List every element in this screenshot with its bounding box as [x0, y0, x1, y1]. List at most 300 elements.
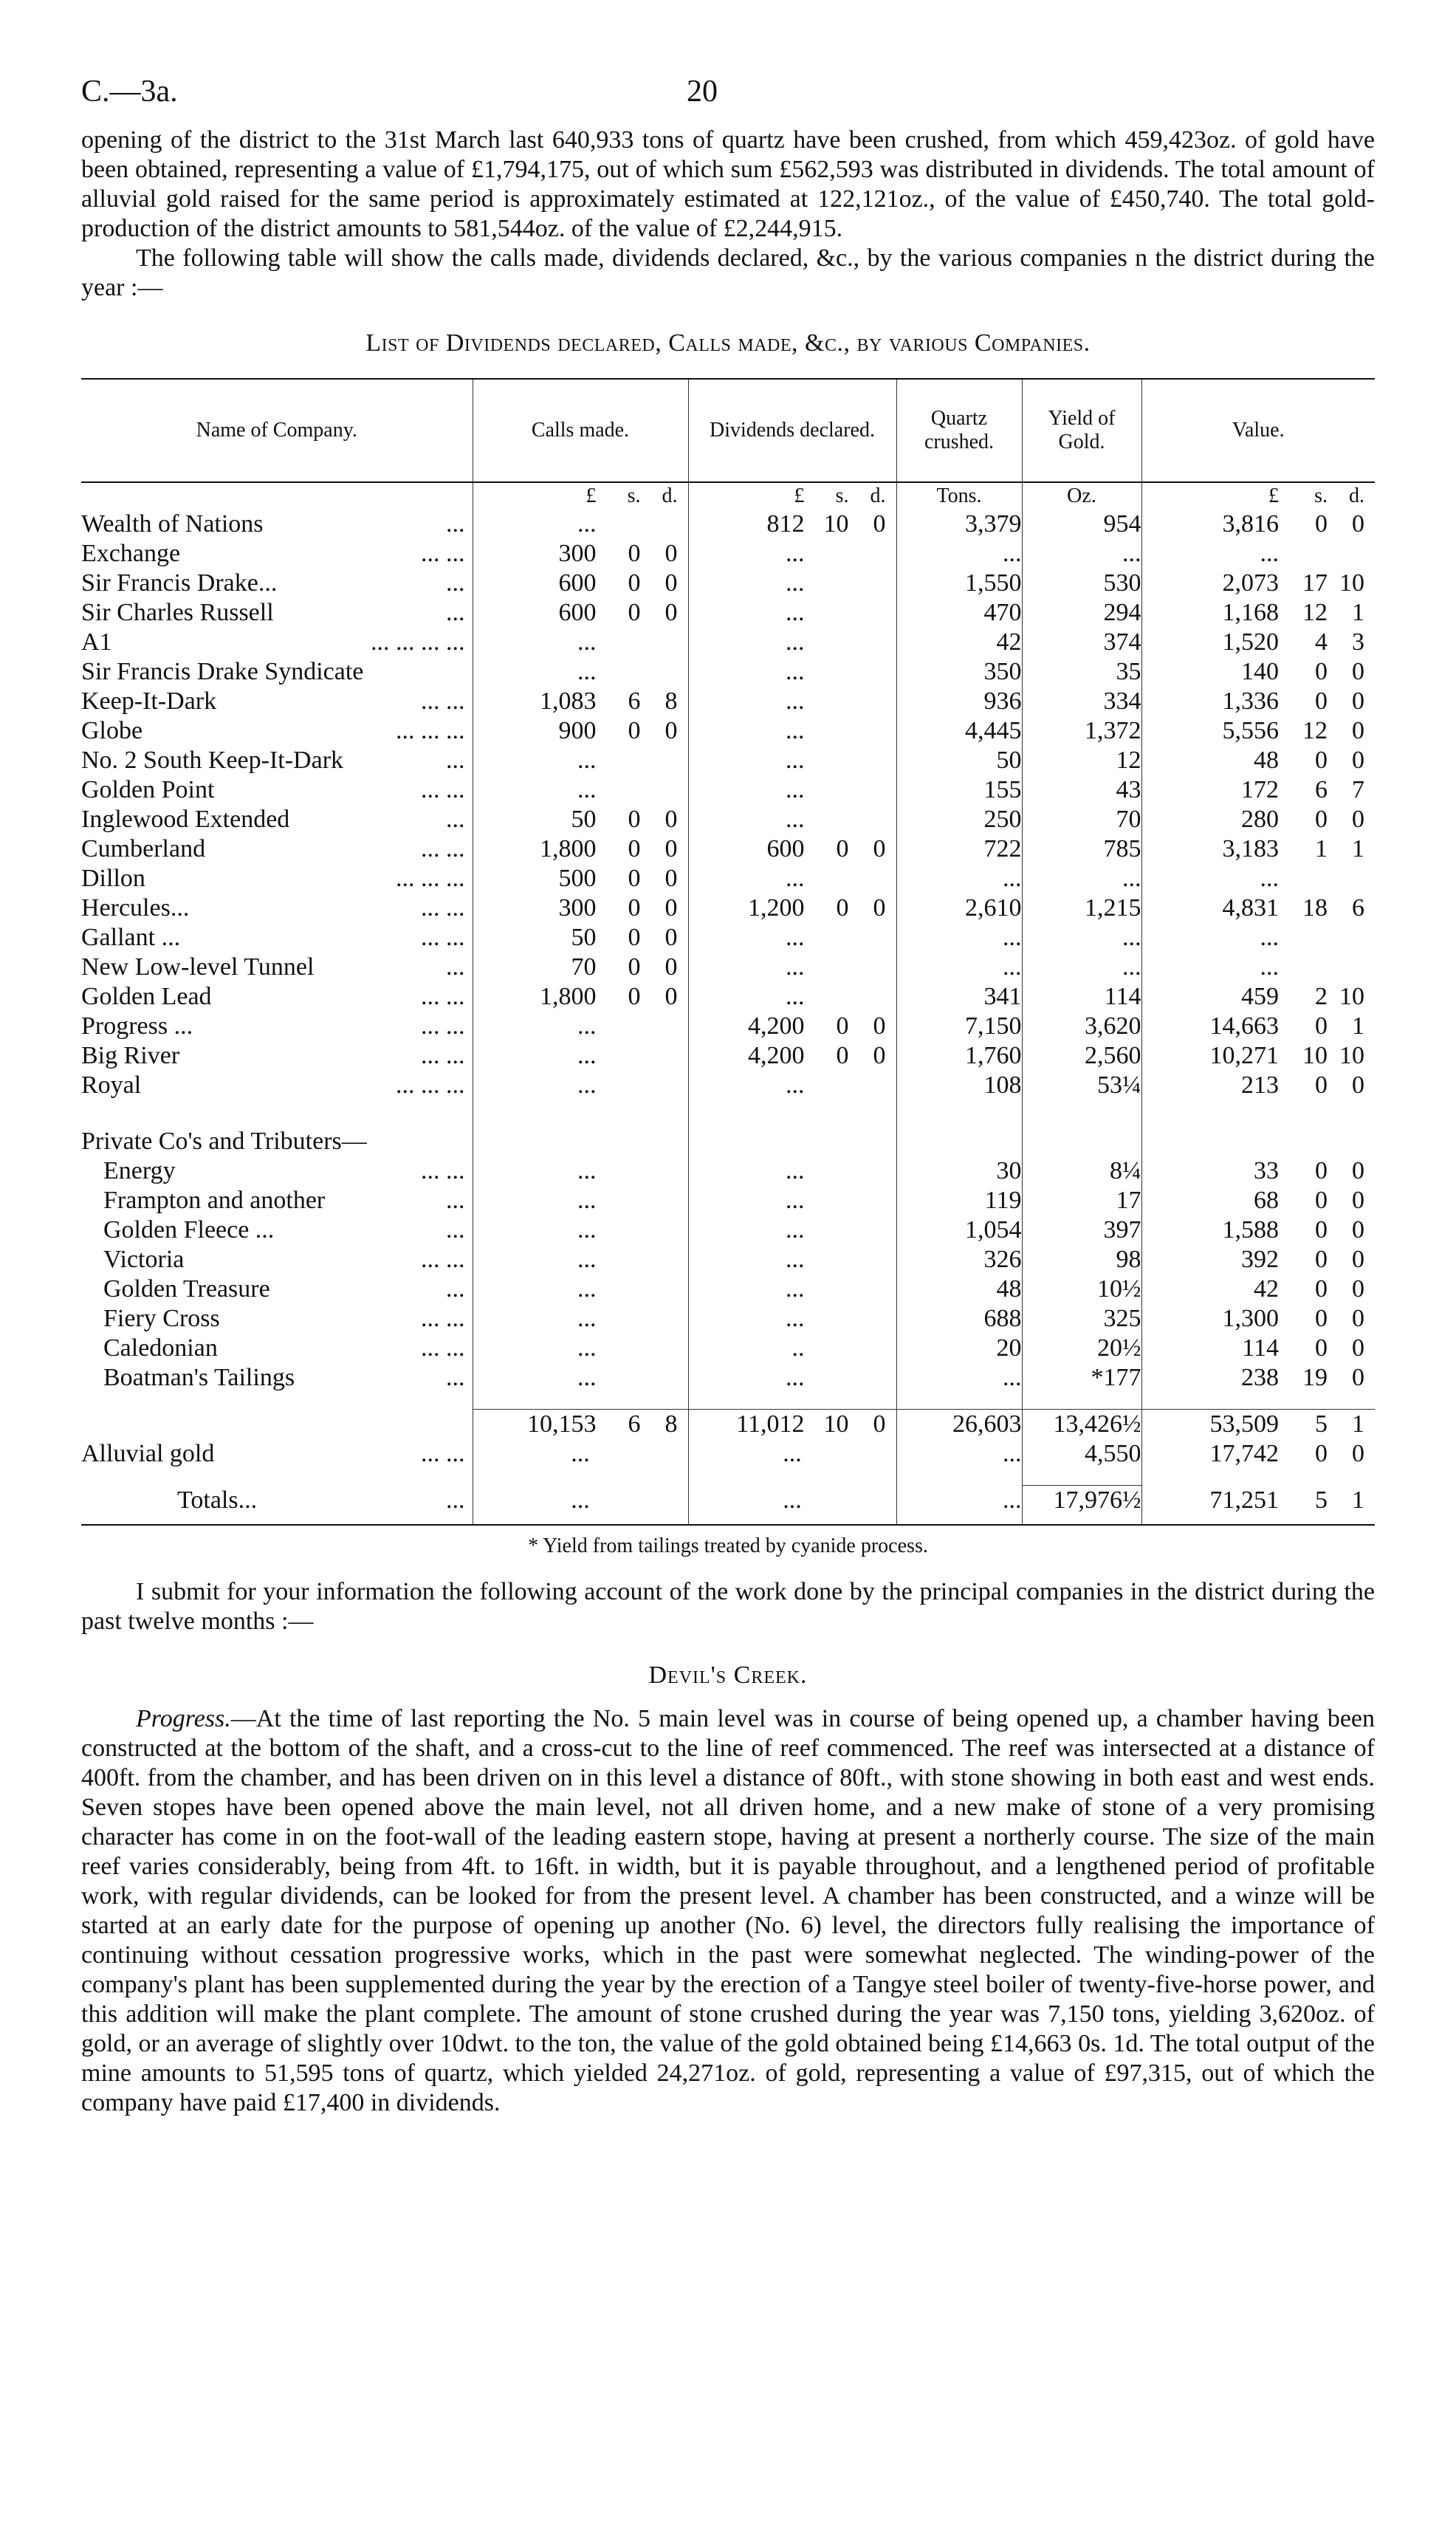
amount-pounds: ...: [786, 1305, 805, 1332]
amount-pounds: 600: [558, 569, 597, 597]
amount-pence: [849, 569, 886, 598]
table-row: [81, 1275, 1375, 1304]
unit-shillings: s.: [1314, 484, 1328, 507]
amount-shillings: 0: [1315, 1071, 1328, 1099]
amount-pence: [641, 1156, 678, 1186]
amount-shillings: 0: [1315, 1187, 1328, 1214]
amount-pounds: 392: [1241, 1246, 1279, 1273]
amount-pence: [641, 775, 678, 805]
amount-shillings: 0: [1315, 747, 1328, 774]
amount-shillings: [805, 1304, 849, 1334]
amount-shillings: [597, 1071, 641, 1100]
amount-pence: [641, 1012, 678, 1041]
amount-pounds: 1,168: [1222, 599, 1279, 626]
amount-pounds: ...: [577, 1042, 597, 1069]
amount-pence: [641, 510, 678, 539]
quartz-crushed: 26,603: [896, 1410, 1022, 1440]
amount-pounds: 1,300: [1222, 1305, 1279, 1332]
amount-pounds: 1,588: [1222, 1216, 1279, 1244]
amount-pounds: 4,200: [748, 1012, 805, 1040]
quartz-crushed: 2,610: [896, 894, 1022, 923]
amount-pounds: ...: [577, 510, 597, 538]
quartz-crushed: 470: [896, 598, 1022, 628]
leader-dots: ...: [440, 953, 465, 982]
quartz-crushed: ...: [896, 1439, 1022, 1469]
page: [81, 74, 1375, 2118]
table-caption: List of Dividends declared, Calls made, &c., by various Companies.: [365, 329, 1091, 357]
table-row: [81, 539, 1375, 569]
spacer-row: [81, 1393, 1375, 1410]
amount-shillings: [597, 1304, 641, 1334]
amount-shillings: 0: [628, 835, 641, 862]
amount-pounds: ...: [786, 717, 805, 744]
amount-pence: [849, 598, 886, 628]
company-name: Sir Francis Drake...: [81, 569, 278, 597]
amount-pence: 10: [1339, 569, 1364, 597]
amount-shillings: 6: [628, 687, 641, 715]
leader-dots: ... ...: [415, 1012, 465, 1041]
leader-dots: ... ...: [415, 1041, 465, 1071]
dividends-declared: ...: [688, 1439, 896, 1469]
amount-pounds: ...: [786, 1071, 805, 1099]
amount-shillings: [597, 1245, 641, 1275]
yield-of-gold: ...: [1022, 864, 1141, 894]
table-row: [81, 598, 1375, 628]
amount-shillings: 4: [1315, 628, 1328, 656]
amount-pence: [641, 1245, 678, 1275]
amount-pounds: 14,663: [1209, 1012, 1279, 1040]
yield-of-gold: 334: [1022, 687, 1141, 716]
amount-shillings: 0: [1315, 510, 1328, 538]
table-row: [81, 746, 1375, 775]
amount-pence: [641, 1334, 678, 1363]
yield-of-gold: 17: [1022, 1186, 1141, 1215]
table-row: [81, 1215, 1375, 1245]
quartz-crushed: 341: [896, 982, 1022, 1012]
quartz-crushed: 42: [896, 628, 1022, 657]
amount-shillings: 12: [1302, 599, 1328, 626]
table-row: [81, 1012, 1375, 1041]
amount-pence: [641, 1363, 678, 1393]
leader-dots: ... ...: [415, 923, 465, 953]
quartz-crushed: ...: [896, 1486, 1022, 1516]
leader-dots: ... ...: [415, 1245, 465, 1275]
table-row: [81, 894, 1375, 923]
amount-pounds: 600: [766, 835, 805, 862]
table-row: [81, 982, 1375, 1012]
amount-pounds: 3,816: [1222, 510, 1279, 538]
leader-dots: ... ...: [415, 1304, 465, 1334]
yield-of-gold: *177: [1022, 1363, 1141, 1393]
amount-pence: [641, 1275, 678, 1304]
amount-shillings: 0: [628, 717, 641, 744]
amount-pence: 0: [873, 510, 886, 538]
table-row: [81, 510, 1375, 539]
amount-shillings: 0: [628, 569, 641, 597]
amount-pence: 0: [665, 865, 678, 892]
amount-pounds: ...: [577, 1216, 597, 1244]
company-name: Wealth of Nations: [81, 510, 264, 538]
unit-pence: d.: [662, 484, 678, 507]
unit-pounds: £: [586, 484, 597, 507]
amount-pounds: ..: [791, 1334, 805, 1362]
leader-dots: ...: [440, 1186, 465, 1215]
amount-pence: 0: [1352, 1305, 1364, 1332]
unit-shillings: s.: [835, 484, 849, 507]
amount-pence: 0: [1352, 1187, 1364, 1214]
amount-shillings: [1279, 539, 1328, 569]
amount-shillings: [805, 1156, 849, 1186]
amount-shillings: 0: [1315, 687, 1328, 715]
amount-pounds: 1,800: [540, 983, 597, 1010]
amount-pounds: ...: [577, 1246, 597, 1273]
header-quartz: Quartz crushed.: [896, 379, 1022, 482]
submit-paragraph: I submit for your information the following account of the work done by the principal companies in the district during the past twelve months :—: [81, 1578, 1375, 1635]
leader-dots: ... ...: [415, 894, 465, 923]
amount-pounds: ...: [786, 1157, 805, 1184]
company-name: Golden Fleece ...: [103, 1216, 275, 1244]
amount-pounds: ...: [577, 628, 597, 656]
amount-pounds: 140: [1241, 658, 1279, 685]
amount-pounds: ...: [786, 1216, 805, 1244]
amount-shillings: [1279, 953, 1328, 982]
table-row: [81, 834, 1375, 864]
amount-shillings: [805, 539, 849, 569]
amount-pounds: ...: [786, 806, 805, 833]
amount-pence: 8: [665, 1410, 678, 1438]
amount-shillings: [805, 569, 849, 598]
amount-pence: [849, 746, 886, 775]
leader-dots: ... ...: [415, 1334, 465, 1363]
unit-ounces: Oz.: [1022, 482, 1141, 510]
amount-shillings: [805, 1363, 849, 1393]
amount-pence: 0: [1352, 1216, 1364, 1244]
yield-of-gold: 17,976½: [1022, 1486, 1141, 1516]
company-name: Exchange: [81, 540, 181, 567]
yield-of-gold: 785: [1022, 834, 1141, 864]
amount-pence: [1328, 539, 1364, 569]
amount-shillings: [597, 1275, 641, 1304]
yield-of-gold: 3,620: [1022, 1012, 1141, 1041]
amount-pence: 10: [1339, 1042, 1364, 1069]
amount-pounds: 17,742: [1209, 1440, 1279, 1467]
subtotal-row: [81, 1410, 1375, 1440]
amount-pounds: ...: [577, 747, 597, 774]
yield-of-gold: ...: [1022, 539, 1141, 569]
amount-pence: 0: [665, 953, 678, 981]
quartz-crushed: 155: [896, 775, 1022, 805]
amount-shillings: [597, 1363, 641, 1393]
amount-pence: [641, 1215, 678, 1245]
amount-shillings: [805, 1186, 849, 1215]
amount-shillings: [597, 1186, 641, 1215]
amount-pounds: ...: [577, 1275, 597, 1303]
amount-shillings: 10: [823, 510, 849, 538]
leader-dots: ... ...: [415, 775, 465, 805]
amount-shillings: 0: [1315, 1216, 1328, 1244]
company-name: Big River: [81, 1042, 180, 1069]
quartz-crushed: 30: [896, 1156, 1022, 1186]
amount-pounds: 280: [1241, 806, 1279, 833]
amount-shillings: 19: [1302, 1364, 1328, 1391]
amount-shillings: 0: [1315, 658, 1328, 685]
table-row: [81, 569, 1375, 598]
amount-shillings: 0: [1315, 806, 1328, 833]
amount-pounds: ...: [577, 776, 597, 803]
amount-pounds: 213: [1241, 1071, 1279, 1099]
amount-shillings: 10: [823, 1410, 849, 1438]
amount-shillings: 12: [1302, 717, 1328, 744]
amount-shillings: [597, 628, 641, 657]
amount-pence: 0: [1352, 658, 1364, 685]
amount-shillings: [805, 864, 849, 894]
header-yield: Yield of Gold.: [1022, 379, 1141, 482]
amount-shillings: [805, 805, 849, 834]
amount-pence: 0: [1352, 1334, 1364, 1362]
amount-pence: 1: [1352, 1486, 1364, 1514]
yield-of-gold: 325: [1022, 1304, 1141, 1334]
private-heading-row: [81, 1127, 1375, 1156]
amount-shillings: 0: [628, 953, 641, 981]
amount-pence: 1: [1352, 835, 1364, 862]
amount-pence: [849, 716, 886, 746]
progress-paragraph: [81, 1704, 1375, 2118]
unit-pence: d.: [1349, 484, 1364, 507]
company-name: Caledonian: [103, 1334, 218, 1362]
amount-pence: [641, 628, 678, 657]
amount-pounds: ...: [1260, 540, 1279, 567]
amount-pence: [641, 1071, 678, 1100]
yield-of-gold: 98: [1022, 1245, 1141, 1275]
intro-paragraph: opening of the district to the 31st March last 640,933 tons of quartz have been crushed, from which 459,423oz. of gold have been obtained, representing a value of £1,794,175, out of which sum £562,593 was distributed in dividends. The total amount of alluvial gold raised for the same period is approximately estimated at 122,121oz., of the value of £450,740. The total gold-production of the district amounts to 581,544oz. of the value of £2,244,915.: [81, 126, 1375, 242]
quartz-crushed: 119: [896, 1186, 1022, 1215]
dividends-table: [81, 378, 1375, 1526]
quartz-crushed: 7,150: [896, 1012, 1022, 1041]
amount-pounds: 71,251: [1209, 1486, 1279, 1514]
amount-shillings: [1279, 864, 1328, 894]
yield-of-gold: 1,372: [1022, 716, 1141, 746]
yield-of-gold: 114: [1022, 982, 1141, 1012]
unit-pounds: £: [794, 484, 805, 507]
company-name: Golden Lead: [81, 983, 212, 1010]
private-heading: Private Co's and Tributers—: [81, 1128, 367, 1155]
leader-dots: ...: [440, 1486, 465, 1515]
amount-shillings: [805, 923, 849, 953]
table-row: [81, 716, 1375, 746]
amount-pence: 0: [665, 924, 678, 951]
leader-dots: ...: [440, 1215, 465, 1245]
page-header: [81, 74, 1375, 126]
amount-shillings: 1: [1315, 835, 1328, 862]
amount-pence: 0: [1352, 510, 1364, 538]
amount-pence: 8: [665, 687, 678, 715]
quartz-crushed: 48: [896, 1275, 1022, 1304]
amount-pence: 7: [1352, 776, 1364, 803]
amount-pounds: 1,336: [1222, 687, 1279, 715]
yield-of-gold: 53¼: [1022, 1071, 1141, 1100]
amount-pence: [849, 657, 886, 687]
amount-shillings: [597, 1012, 641, 1041]
amount-pence: 1: [1352, 1410, 1364, 1438]
table-row: [81, 1156, 1375, 1186]
amount-shillings: [805, 716, 849, 746]
amount-pounds: 10,271: [1209, 1042, 1279, 1069]
leader-dots: ...: [440, 746, 465, 775]
document-reference: C.—3a.: [81, 75, 178, 109]
amount-shillings: [805, 953, 849, 982]
table-row: [81, 775, 1375, 805]
quartz-crushed: 4,445: [896, 716, 1022, 746]
unit-shillings: s.: [627, 484, 641, 507]
amount-shillings: [597, 510, 641, 539]
amount-pounds: 70: [571, 953, 597, 981]
table-row: [81, 1041, 1375, 1071]
amount-shillings: [805, 1071, 849, 1100]
amount-pounds: 33: [1254, 1157, 1279, 1184]
amount-pence: 1: [1352, 1012, 1364, 1040]
alluvial-row: [81, 1439, 1375, 1469]
amount-pounds: ...: [1260, 924, 1279, 951]
units-row: [81, 482, 1375, 510]
amount-pounds: 68: [1254, 1187, 1279, 1214]
table-row: [81, 657, 1375, 687]
table-footnote: * Yield from tailings treated by cyanide process.: [528, 1534, 928, 1557]
quartz-crushed: ...: [896, 864, 1022, 894]
amount-pence: 0: [665, 540, 678, 567]
amount-pounds: ...: [786, 569, 805, 597]
amount-shillings: 0: [836, 1042, 849, 1069]
spacer-row: [81, 1100, 1375, 1127]
amount-pence: 0: [665, 983, 678, 1010]
amount-pence: [641, 1041, 678, 1071]
amount-pence: 0: [1352, 806, 1364, 833]
leader-dots: ...: [440, 1363, 465, 1393]
amount-shillings: 0: [1315, 1157, 1328, 1184]
amount-pounds: ...: [786, 687, 805, 715]
amount-shillings: 18: [1302, 894, 1328, 922]
yield-of-gold: 20½: [1022, 1334, 1141, 1363]
amount-shillings: 6: [628, 1410, 641, 1438]
company-name: Fiery Cross: [103, 1305, 220, 1332]
amount-shillings: [597, 1334, 641, 1363]
amount-pounds: ...: [786, 1246, 805, 1273]
amount-pence: [849, 687, 886, 716]
calls-made: ...: [473, 1486, 688, 1516]
yield-of-gold: 4,550: [1022, 1439, 1141, 1469]
amount-pounds: 1,520: [1222, 628, 1279, 656]
amount-pence: [849, 1186, 886, 1215]
amount-shillings: [597, 775, 641, 805]
amount-shillings: [805, 628, 849, 657]
amount-shillings: [597, 1041, 641, 1071]
amount-pence: 3: [1352, 628, 1364, 656]
leader-dots: ... ...: [415, 1439, 465, 1469]
amount-pence: 0: [1352, 1275, 1364, 1303]
quartz-crushed: 3,379: [896, 510, 1022, 539]
header-name: Name of Company.: [81, 379, 473, 482]
leader-dots: ...: [440, 510, 465, 539]
company-name: Sir Charles Russell: [81, 599, 274, 626]
amount-shillings: 0: [628, 865, 641, 892]
company-name: Victoria: [103, 1246, 185, 1273]
amount-shillings: [597, 1215, 641, 1245]
amount-pounds: ...: [577, 1071, 597, 1099]
amount-shillings: 0: [1315, 1275, 1328, 1303]
amount-pence: 0: [873, 1012, 886, 1040]
amount-pence: [849, 982, 886, 1012]
yield-of-gold: 8¼: [1022, 1156, 1141, 1186]
amount-pounds: 2,073: [1222, 569, 1279, 597]
unit-tons: Tons.: [896, 482, 1022, 510]
totals-row: [81, 1486, 1375, 1516]
table-row: [81, 805, 1375, 834]
amount-pounds: 1,800: [540, 835, 597, 862]
amount-pence: 0: [665, 835, 678, 862]
intro-paragraph-2: The following table will show the calls made, dividends declared, &c., by the various companies n the district during the year :—: [81, 244, 1375, 301]
amount-shillings: [805, 657, 849, 687]
amount-pounds: ...: [786, 1364, 805, 1391]
amount-pence: [849, 923, 886, 953]
amount-pounds: 812: [766, 510, 805, 538]
amount-pence: [849, 805, 886, 834]
progress-lead: Progress.: [136, 1705, 231, 1732]
amount-pence: [849, 628, 886, 657]
amount-pounds: 50: [571, 806, 597, 833]
unit-pence: d.: [870, 484, 886, 507]
yield-of-gold: 530: [1022, 569, 1141, 598]
amount-pence: 0: [1352, 1071, 1364, 1099]
quartz-crushed: 108: [896, 1071, 1022, 1100]
amount-pounds: 459: [1241, 983, 1279, 1010]
leader-dots: ... ...: [415, 687, 465, 716]
amount-pence: 0: [873, 835, 886, 862]
yield-of-gold: 397: [1022, 1215, 1141, 1245]
company-name: New Low-level Tunnel: [81, 953, 315, 981]
quartz-crushed: 326: [896, 1245, 1022, 1275]
amount-pounds: ...: [577, 1364, 597, 1391]
amount-pence: [641, 1304, 678, 1334]
amount-pounds: ...: [786, 599, 805, 626]
amount-pounds: ...: [786, 983, 805, 1010]
amount-shillings: 0: [628, 540, 641, 567]
company-name: A1: [81, 628, 112, 656]
table-row: [81, 923, 1375, 953]
amount-shillings: 0: [1315, 1440, 1328, 1467]
company-name: Progress ...: [81, 1012, 193, 1040]
unit-pounds: £: [1268, 484, 1279, 507]
section-title: Devil's Creek.: [648, 1661, 808, 1689]
quartz-crushed: 1,760: [896, 1041, 1022, 1071]
table-row: [81, 1245, 1375, 1275]
amount-pounds: ...: [577, 1012, 597, 1040]
company-name: Sir Francis Drake Syndicate: [81, 658, 364, 685]
amount-shillings: [805, 1275, 849, 1304]
amount-pounds: 114: [1242, 1334, 1279, 1362]
company-name: Dillon: [81, 865, 145, 892]
amount-shillings: [805, 746, 849, 775]
yield-of-gold: ...: [1022, 953, 1141, 982]
amount-pence: [641, 1186, 678, 1215]
table-row: [81, 1186, 1375, 1215]
company-name: Cumberland: [81, 835, 206, 862]
amount-pence: [849, 539, 886, 569]
amount-pounds: ...: [786, 924, 805, 951]
amount-shillings: 17: [1302, 569, 1328, 597]
amount-pence: [641, 657, 678, 687]
amount-shillings: [805, 1245, 849, 1275]
table-row: [81, 953, 1375, 982]
yield-of-gold: 13,426½: [1022, 1410, 1141, 1440]
